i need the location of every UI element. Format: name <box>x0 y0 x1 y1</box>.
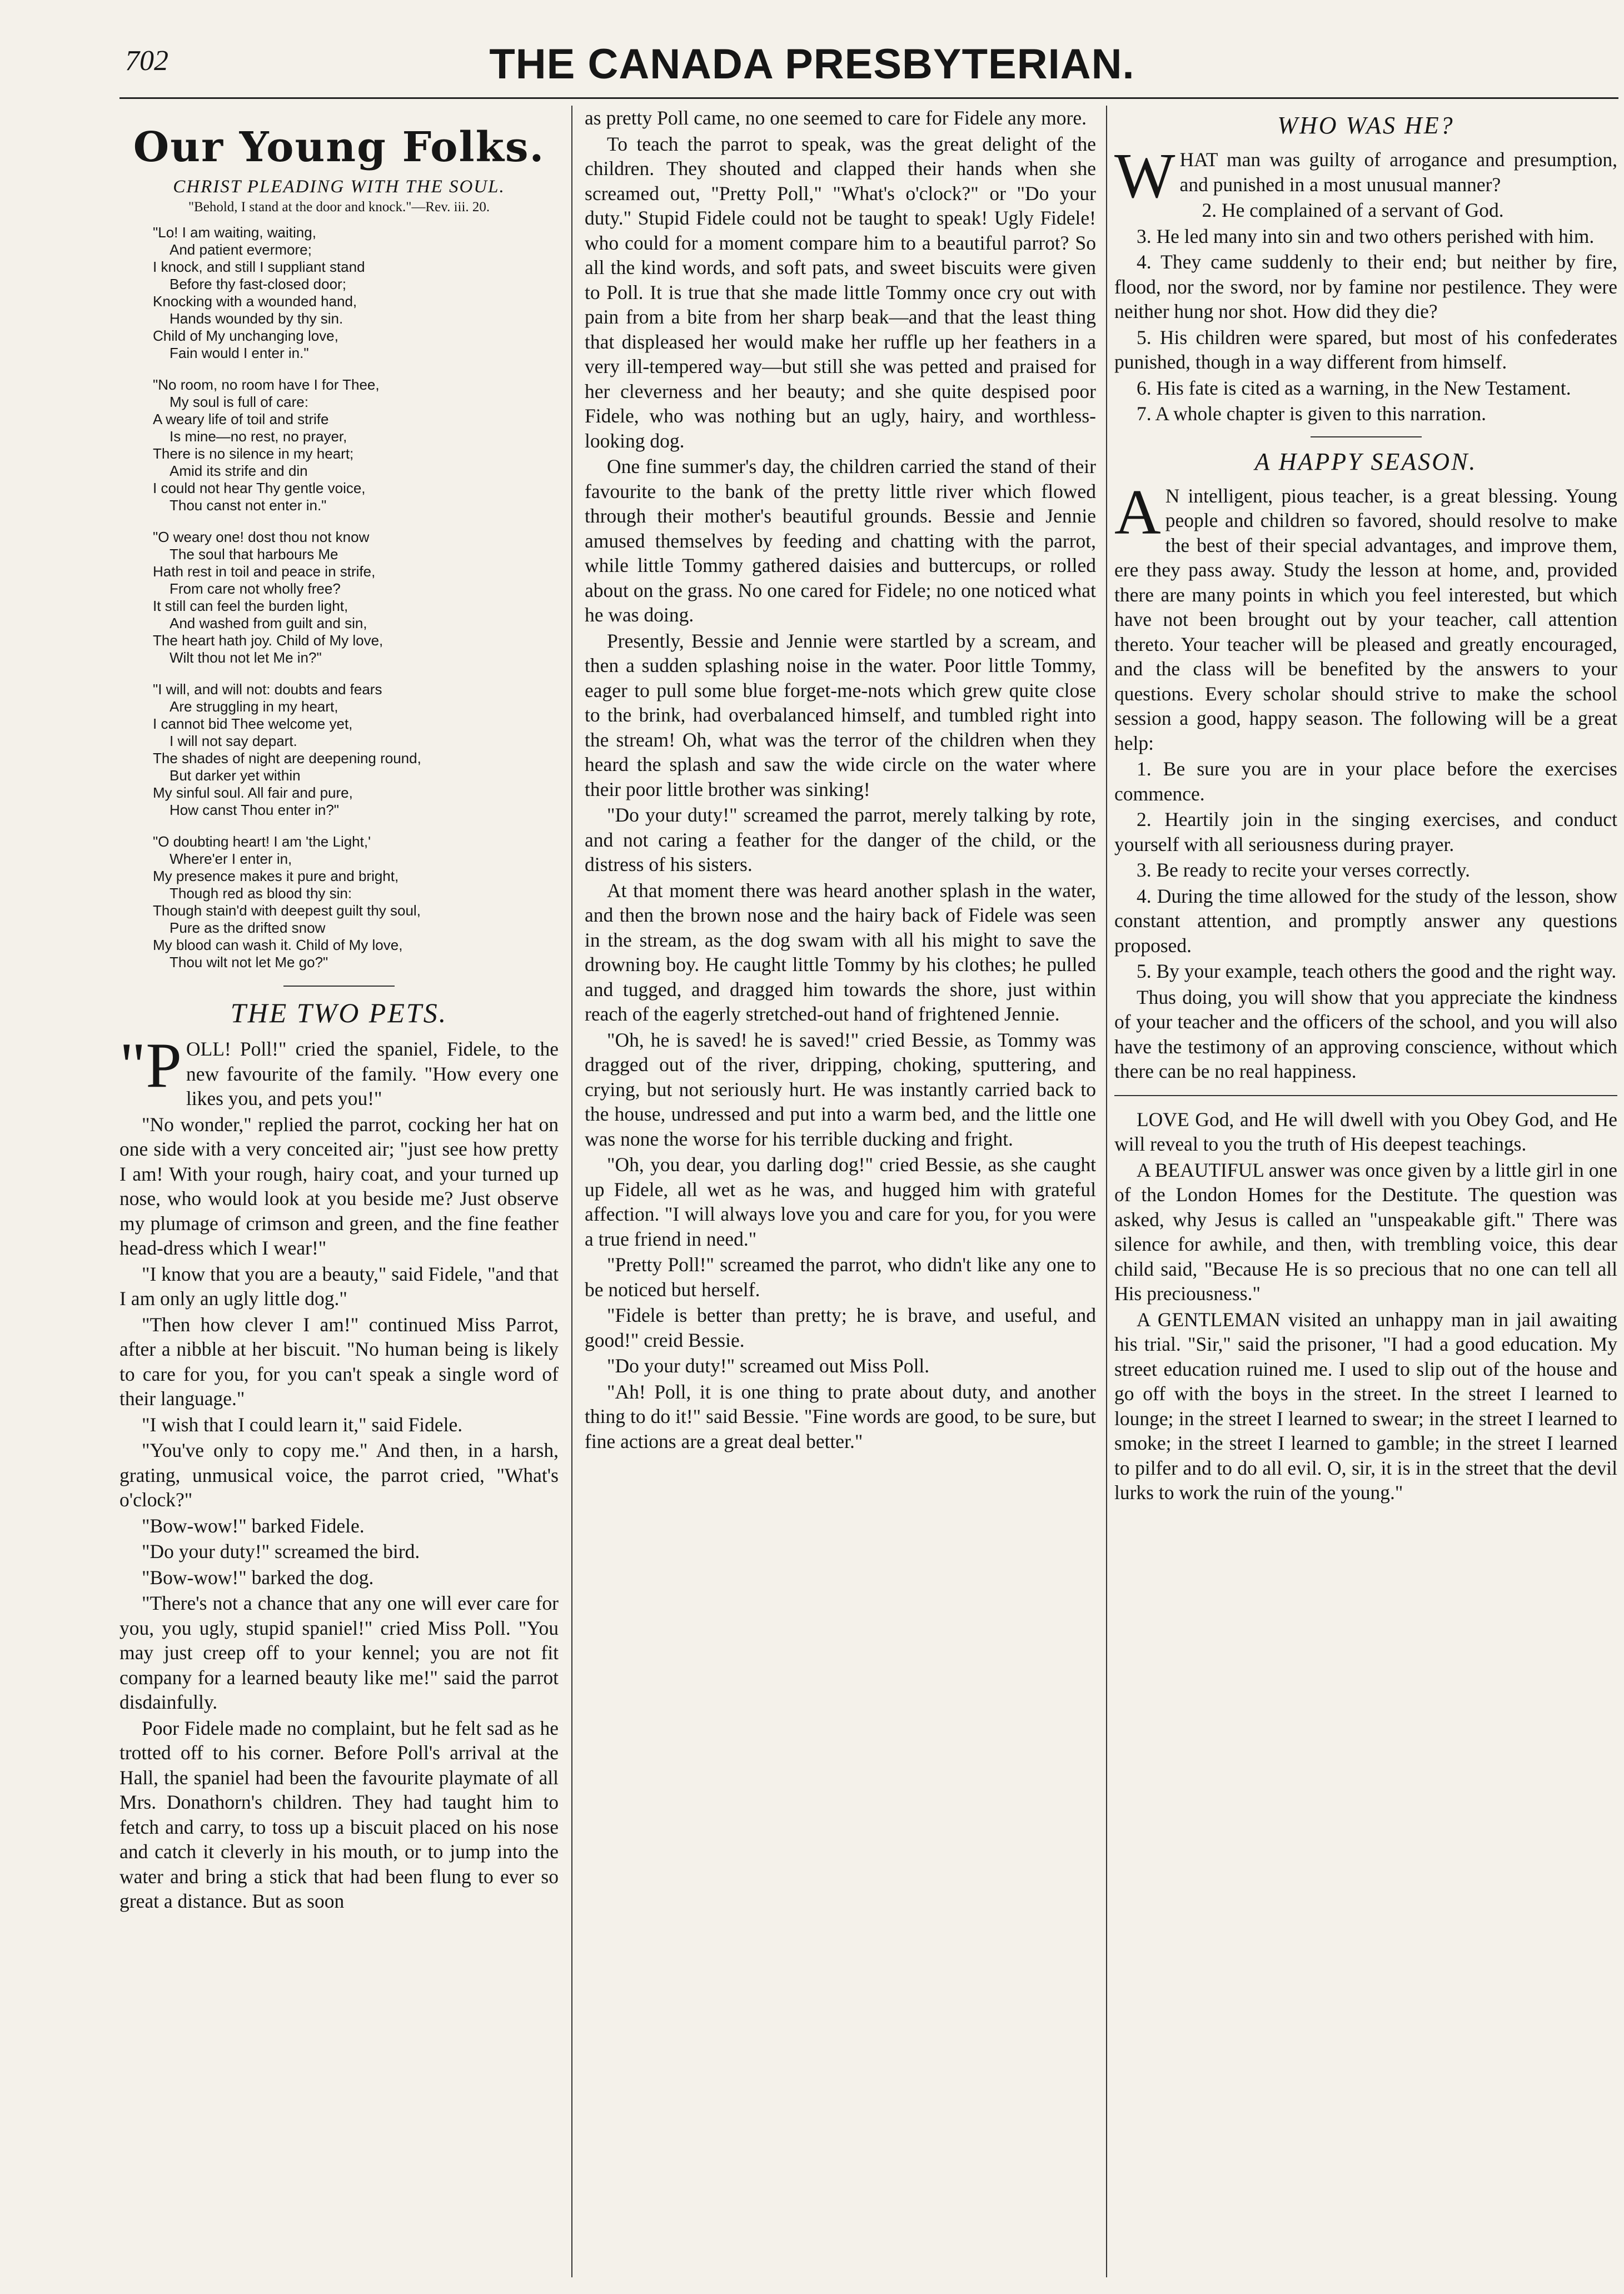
poem-line: Though red as blood thy sin: <box>170 885 352 902</box>
poem-line: Hands wounded by thy sin. <box>170 310 343 327</box>
story-paragraph: "Ah! Poll, it is one thing to prate about duty, and another thing to do it!" said Bessie. "Fine words are good, to be sure, but fine actions are a great deal better." <box>585 1380 1096 1452</box>
poem-line: Hath rest in toil and peace in strife, <box>153 563 376 580</box>
drop-cap: W <box>1114 141 1175 212</box>
story-paragraph: "I know that you are a beauty," said Fidele, "and that I am only an ugly little dog." <box>119 1262 559 1310</box>
story-paragraph: At that moment there was heard another splash in the water, and then the brown nose and the hairy back of Fidele was seen in the stream, as the dog swam with all his might to save the drowning boy. He caught little Tommy by his clothes; he pulled and tugged, and dragged him towards the shore, just within reach of the eagerly stretched-out hand of frightened Jennie. <box>585 879 1096 1025</box>
poem <box>119 224 559 971</box>
article-title-who-was-he: WHO WAS HE? <box>1277 112 1454 139</box>
question-item: 4. They came suddenly to their end; but neither by fire, flood, nor the sword, nor by famine nor pestilence. They were neither hung nor shot. How did they die? <box>1114 251 1617 322</box>
poem-line: And washed from guilt and sin, <box>170 615 367 631</box>
poem-line: "O weary one! dost thou not know <box>153 529 370 545</box>
short-items <box>1114 1107 1617 1505</box>
drop-cap: A <box>1114 476 1161 548</box>
story-paragraph: Presently, Bessie and Jennie were startled by a scream, and then a sudden splashing noise in the water. Poor little Tommy, eager to pull some blue forget-me-nots which grew quite close to the brink, had overbalanced himself, and tumbled right into the stream! Oh, what was the terror of the children when they heard the splash and saw the wide circle on the water where their poor little brother was sinking! <box>585 629 1096 800</box>
poem-line: "Lo! I am waiting, waiting, <box>153 224 316 241</box>
poem-line: A weary life of toil and strife <box>153 411 329 427</box>
tip-item: 5. By your example, teach others the good and the right way. <box>1137 960 1617 982</box>
header-rule <box>119 97 1618 99</box>
story-paragraph: as pretty Poll came, no one seemed to care for Fidele any more. <box>585 107 1087 129</box>
poem-line: But darker yet within <box>170 767 301 784</box>
column-rule <box>1106 106 1107 2277</box>
column-2 <box>585 106 1096 2277</box>
poem-title: CHRIST PLEADING WITH THE SOUL. <box>173 177 505 197</box>
poem-line: "I will, and will not: doubts and fears <box>153 681 382 698</box>
poem-line: Knocking with a wounded hand, <box>153 293 357 310</box>
story-paragraph: "Do your duty!" screamed the bird. <box>142 1540 420 1562</box>
story-paragraph: "Oh, you dear, you darling dog!" cried Bessie, as she caught up Fidele, all wet as he was, and hugged him with grateful affection. "I will always love you and care for you, for you were a true friend in need." <box>585 1153 1096 1250</box>
tip-item: 1. Be sure you are in your place before the exercises commence. <box>1114 758 1617 805</box>
poem-line: Pure as the drifted snow <box>170 919 326 936</box>
section-title: Our Young Folks. <box>133 123 545 171</box>
poem-line: And patient evermore; <box>170 241 312 258</box>
poem-line: The soul that harbours Me <box>170 546 338 563</box>
short-paragraph: A BEAUTIFUL answer was once given by a little girl in one of the London Homes for the Destitute. The question was asked, why Jesus is called an "unspeakable gift." There was silence for awhile, and then, with trembling voice, this dear child said, "Because He is so precious that no one can tell all His preciousness." <box>1114 1158 1617 1305</box>
poem-stanza <box>153 376 559 514</box>
poem-line: Is mine—no rest, no prayer, <box>170 428 347 445</box>
tip-item: 3. Be ready to recite your verses correctly. <box>1137 859 1470 881</box>
question-item: 6. His fate is cited as a warning, in the New Testament. <box>1137 376 1571 399</box>
poem-line: Are struggling in my heart, <box>170 698 338 715</box>
poem-line: My soul is full of care: <box>170 394 308 410</box>
poem-epigraph: "Behold, I stand at the door and knock."—Rev. iii. 20. <box>188 200 490 215</box>
article-first-paragraph: A N intelligent, pious teacher, is a great blessing. Young people and children so favored, should resolve to make the best of their special advantages, and improve them, ere they pass away. Study the lesson at home, and, provided there are many points in which you feel interested, but which have not been brought out by your teacher, call attention thereto. Your teacher will be pleased and greatly encouraged, and the class will be benefited by the answers to your questions. Every scholar should strive to make the school session a good, happy season. The following will be a great help: <box>1114 476 1617 754</box>
poem-stanza <box>153 833 559 971</box>
question-list <box>1114 198 1617 426</box>
page-number: 702 <box>125 45 168 77</box>
story-paragraph: One fine summer's day, the children carried the stand of their favourite to the bank of the pretty little river which flowed through their mother's beautiful grounds. Bessie and Jennie amused themselves by feeding and chatting with the parrot, while little Tommy gathered daisies and buttercups, or rolled about on the grass. No one cared for Fidele; no one noticed what he was doing. <box>585 455 1096 626</box>
poem-line: Thou wilt not let Me go?" <box>170 954 328 971</box>
poem-line: My presence makes it pure and bright, <box>153 868 399 884</box>
poem-line: I could not hear Thy gentle voice, <box>153 480 366 496</box>
question-item: 5. His children were spared, but most of his confederates punished, though in a way different from himself. <box>1114 326 1617 373</box>
poem-line: The heart hath joy. Child of My love, <box>153 632 383 649</box>
separator <box>1114 1095 1617 1096</box>
poem-line: Fain would I enter in." <box>170 345 309 361</box>
story-paragraph: "Fidele is better than pretty; he is brave, and useful, and good!" creid Bessie. <box>585 1304 1096 1351</box>
story-paragraph: "Bow-wow!" barked Fidele. <box>142 1514 365 1537</box>
column-rule <box>571 106 572 2277</box>
story-paragraph: "Pretty Poll!" screamed the parrot, who didn't like any one to be noticed but herself. <box>585 1253 1096 1301</box>
story-paragraph: "Do your duty!" screamed the parrot, merely talking by rote, and not caring a feather for the danger of the child, or the distress of his sisters. <box>585 804 1096 875</box>
story-paragraph: "Oh, he is saved! he is saved!" cried Bessie, as Tommy was dragged out of the river, dripping, choking, sputtering, and crying, but not seriously hurt. He was instantly carried back to the house, undressed and put into a warm bed, and the little one was none the worse for his terrible ducking and fright. <box>585 1028 1096 1150</box>
story-paragraph: "Bow-wow!" barked the dog. <box>142 1566 374 1589</box>
poem-line: It still can feel the burden light, <box>153 598 348 614</box>
article-title-happy-season: A HAPPY SEASON. <box>1254 447 1477 475</box>
story-title: THE TWO PETS. <box>230 997 448 1028</box>
column-3 <box>1114 106 1617 2277</box>
poem-line: Child of My unchanging love, <box>153 327 338 344</box>
masthead-title: THE CANADA PRESBYTERIAN. <box>489 41 1135 88</box>
tips-list <box>1114 757 1617 1084</box>
separator <box>283 986 395 987</box>
poem-stanza <box>153 224 559 362</box>
story-paragraph: "Do your duty!" screamed out Miss Poll. <box>607 1355 930 1377</box>
poem-line: My sinful soul. All fair and pure, <box>153 784 353 801</box>
drop-cap: "P <box>119 1030 182 1101</box>
poem-line: I cannot bid Thee welcome yet, <box>153 715 353 732</box>
story-paragraph: "There's not a chance that any one will ever care for you, you ugly, stupid spaniel!" cried Miss Poll. "You may just creep off to your kennel; you are not fit company for a learned beauty like me!" said the parrot disdainfully. <box>119 1592 559 1713</box>
story-paragraphs <box>119 1112 559 1914</box>
poem-line: Wilt thou not let Me in?" <box>170 649 322 666</box>
poem-line: Where'er I enter in, <box>170 850 292 867</box>
poem-line: Though stain'd with deepest guilt thy soul, <box>153 902 421 919</box>
story-paragraph: Poor Fidele made no complaint, but he felt sad as he trotted off to his corner. Before Poll's arrival at the Hall, the spaniel had been the favourite playmate of all Mrs. Donathorn's children. They had taught him to fetch and carry, to toss up a biscuit placed on his nose and catch it cleverly in his mouth, or to jump into the water and bring a stick that had been flung to ever so great a distance. But as soon <box>119 1716 559 1912</box>
separator <box>1311 436 1422 437</box>
poem-line: I will not say depart. <box>170 733 297 749</box>
poem-line: Thou canst not enter in." <box>170 497 327 514</box>
story-paragraph: To teach the parrot to speak, was the great delight of the children. They shouted and clapped their hands when she screamed out, "Pretty Poll," "What's o'clock?" or "Do your duty." Stupid Fidele could not be taught to speak! Ugly Fidele! who could for a moment compare him to a beautiful parrot? So all the kind words, and soft pats, and sweet biscuits were given to Poll. It is true that she made little Tommy once cry out with pain from a bite from her sharp beak—and that the least thing that displeased her would make her ruffle up her feathers in a very ill-tempered way—but still she was petted and praised for her cleverness and her beauty; and she quite despised poor Fidele, who was nothing but an ugly, hairy, and worthless-looking dog. <box>585 132 1096 452</box>
story-paragraph: "You've only to copy me." And then, in a harsh, grating, unmusical voice, the parrot cried, "What's o'clock?" <box>119 1439 559 1511</box>
question-item: 3. He led many into sin and two others perished with him. <box>1137 225 1595 247</box>
poem-stanza <box>153 529 559 666</box>
short-paragraph: LOVE God, and He will dwell with you Obey God, and He will reveal to you the truth of His deepest teachings. <box>1114 1108 1617 1155</box>
question-item: 7. A whole chapter is given to this narration. <box>1137 402 1487 425</box>
poem-line: How canst Thou enter in?" <box>170 802 340 818</box>
poem-line: There is no silence in my heart; <box>153 445 354 462</box>
story-continued <box>585 106 1096 1454</box>
story-paragraph: "Then how clever I am!" continued Miss Parrot, after a nibble at her biscuit. "No human being is likely to care for you, for you can't speak a single word of their language." <box>119 1313 559 1410</box>
poem-line: From care not wholly free? <box>170 580 341 597</box>
poem-line: I knock, and still I suppliant stand <box>153 258 365 275</box>
column-1 <box>119 106 559 2277</box>
article-first-paragraph: WHAT man was guilty of arrogance and presumption, and punished in a most unusual manner? <box>1114 141 1617 212</box>
story-paragraph: "I wish that I could learn it," said Fidele. <box>142 1413 463 1436</box>
story-paragraph: "No wonder," replied the parrot, cocking her hat on one side with a very conceited air; "just see how pretty I am! With your rough, hairy coat, and your turned up nose, who would look at you beside me? Just observe my plumage of crimson and green, and the fine feather head-dress which I wear!" <box>119 1113 559 1259</box>
poem-line: "No room, no room have I for Thee, <box>153 376 380 393</box>
poem-line: "O doubting heart! I am 'the Light,' <box>153 833 371 850</box>
question-item: 2. He complained of a servant of God. <box>1202 199 1504 221</box>
tip-item: 2. Heartily join in the singing exercises, and conduct yourself with all seriousness during prayer. <box>1114 808 1617 855</box>
story-first-paragraph: "POLL! Poll!" cried the spaniel, Fidele, to the new favourite of the family. "How every one likes you, and pets you!" <box>119 1030 559 1109</box>
poem-line: Amid its strife and din <box>170 462 308 479</box>
poem-line: The shades of night are deepening round, <box>153 750 421 767</box>
tip-item: 4. During the time allowed for the study of the lesson, show constant attention, and promptly answer any questions proposed. <box>1114 884 1617 957</box>
short-paragraph: A GENTLEMAN visited an unhappy man in jail awaiting his trial. "Sir," said the prisoner, "I had a good education. My street education ruined me. I used to slip out of the house and go off with the boys in the street. In the street I learned to lounge; in the street I learned to swear; in the street I learned to smoke; in the street I learned to gamble; in the street I learned to pilfer and to do all evil. O, sir, it is in the street that the devil lurks to work the ruin of the young." <box>1114 1308 1617 1504</box>
poem-line: Before thy fast-closed door; <box>170 276 346 292</box>
poem-line: My blood can wash it. Child of My love, <box>153 937 403 953</box>
tip-item: Thus doing, you will show that you appreciate the kindness of your teacher and the officers of the school, and you will also have the testimony of an approving conscience, without which there can be no real happiness. <box>1114 986 1617 1082</box>
poem-stanza <box>153 681 559 819</box>
